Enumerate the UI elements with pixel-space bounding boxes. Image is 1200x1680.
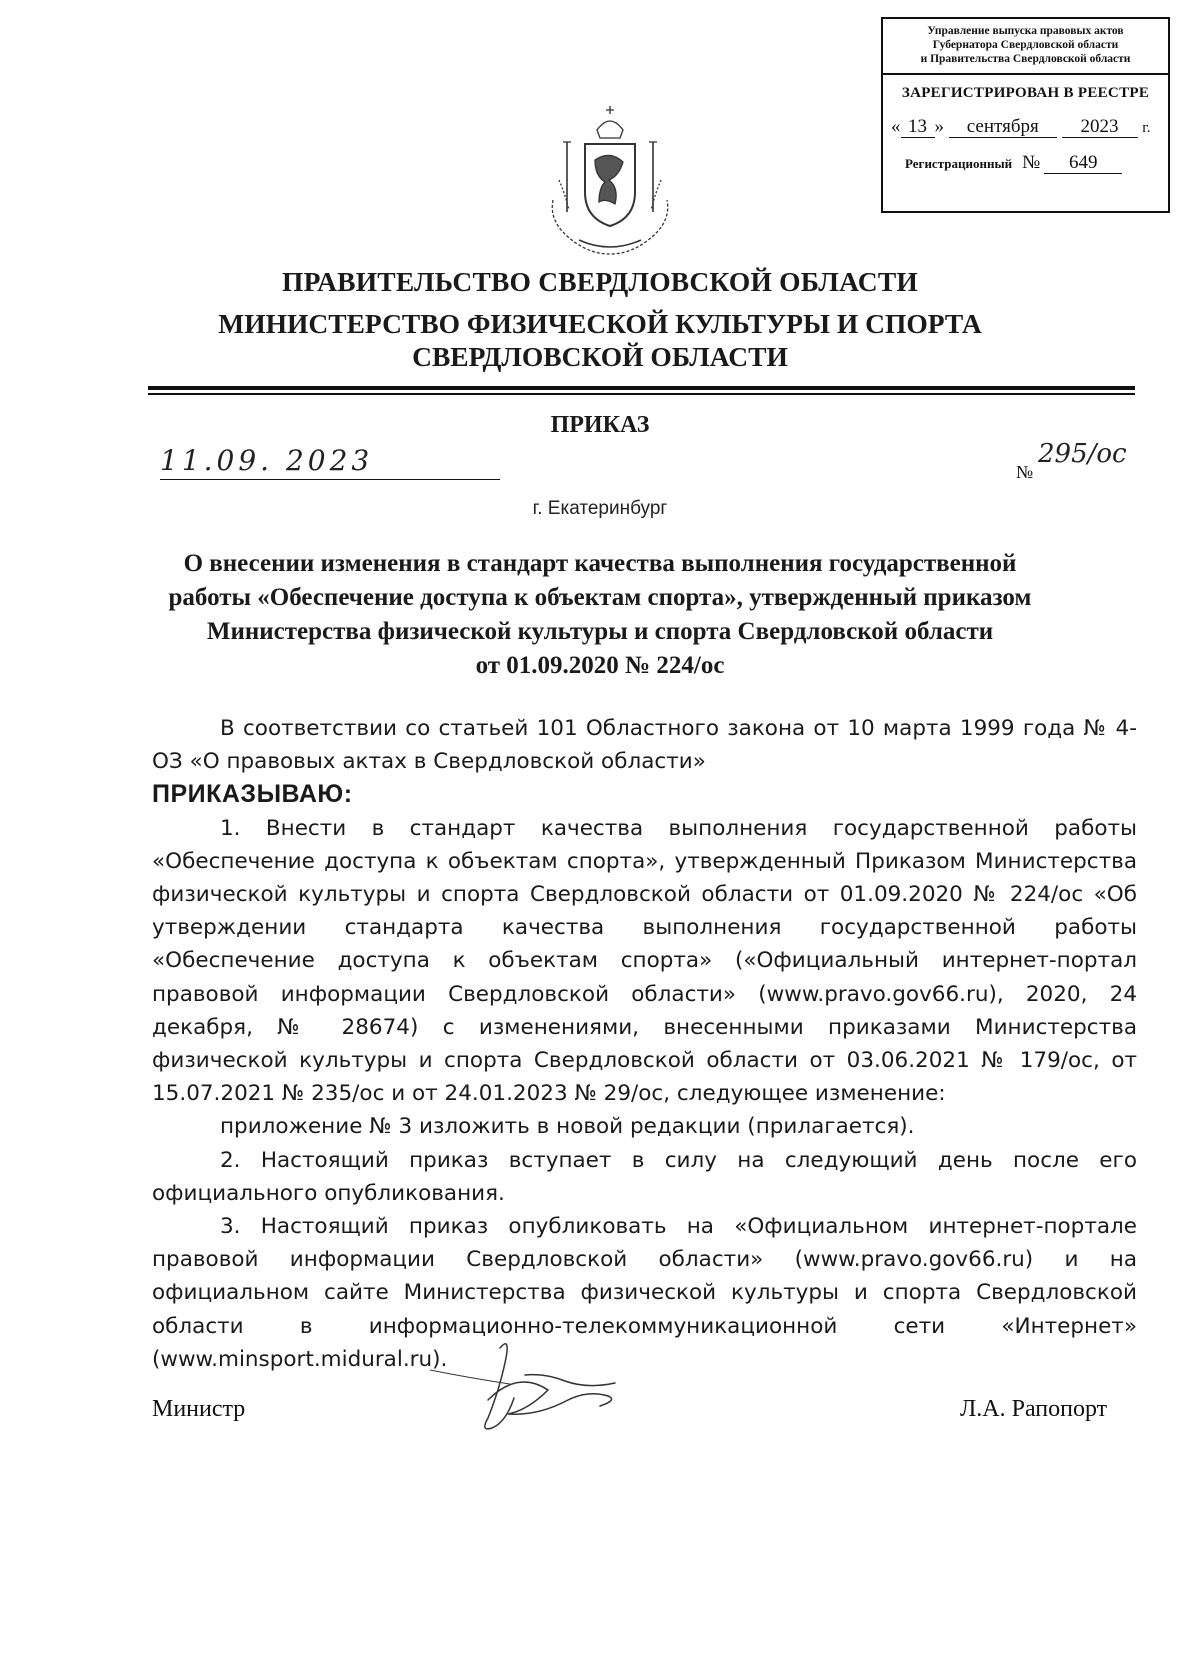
stamp-day: 13 xyxy=(901,117,935,138)
registration-stamp xyxy=(881,17,1170,213)
handwritten-order-number: 295/ос xyxy=(1038,439,1127,469)
ministry-title-line1: МИНИСТЕРСТВО ФИЗИЧЕСКОЙ КУЛЬТУРЫ И СПОРТА xyxy=(218,308,982,339)
subject-line: О внесении изменения в стандарт качества выполнения государственной xyxy=(183,550,1017,577)
subject-line: Министерства физической культуры и спорта Свердловской области xyxy=(206,618,994,645)
header-divider-thin xyxy=(148,393,1135,395)
handwritten-signature-icon xyxy=(430,1330,690,1440)
item-3: 3. Настоящий приказ опубликовать на «Официальном интернет-портале правовой информации Свердловской области» (www.pravo.gov66.ru) и на официальном сайте Министерства физической культуры и спорта Свердловской области в информационно-телекоммуникационной сети «Интернет» (www.minsport.midural.ru). xyxy=(152,1214,1137,1372)
preamble: В соответствии со статьей 101 Областного закона от 10 марта 1999 года № 4-ОЗ «О правовых актах в Свердловской области» xyxy=(152,716,1137,775)
subject-line: от 01.09.2020 № 224/ос xyxy=(475,652,725,679)
order-body xyxy=(152,712,1137,1376)
stamp-date xyxy=(883,116,1168,138)
coat-of-arms-icon xyxy=(545,100,675,260)
stamp-quote-open: « xyxy=(891,116,901,137)
stamp-reg-number: 649 xyxy=(1044,153,1122,174)
government-title: ПРАВИТЕЛЬСТВО СВЕРДЛОВСКОЙ ОБЛАСТИ xyxy=(282,266,918,297)
stamp-header-line: Губернатора Свердловской области xyxy=(932,39,1119,51)
item-2: 2. Настоящий приказ вступает в силу на следующий день после его официального опубликования. xyxy=(152,1147,1137,1206)
stamp-quote-close: » xyxy=(934,116,944,137)
city: г. Екатеринбург xyxy=(532,498,668,519)
signer-position: Министр xyxy=(152,1396,246,1422)
stamp-year: 2023 xyxy=(1062,117,1138,138)
subject-line: работы «Обеспечение доступа к объектам спорта», утвержденный приказом xyxy=(168,584,1032,611)
order-subject xyxy=(140,547,1060,683)
stamp-year-suffix: г. xyxy=(1142,120,1151,136)
item-1: 1. Внести в стандарт качества выполнения государственной работы «Обеспечение доступа к объектам спорта», утвержденный Приказом Министерства физической культуры и спорта Свердловской области от 01.09.2020 № 224/ос «Об утверждении стандарта качества выполнения государственной работы «Обеспечение доступа к объектам спорта» («Официальный интернет-портал правовой информации Свердловской области» (www.pravo.gov66.ru), 2020, 24 декабря, № 28674) с изменениями, внесенными приказами Министерства физической культуры и спорта Свердловской области от 03.06.2021 № 179/ос, от 15.07.2021 № 235/ос и от 24.01.2023 № 29/ос, следующее изменение: xyxy=(152,815,1137,1107)
ministry-title-line2: СВЕРДЛОВСКОЙ ОБЛАСТИ xyxy=(412,341,788,372)
stamp-registered-label: ЗАРЕГИСТРИРОВАН В РЕЕСТРЕ xyxy=(901,85,1150,101)
header-divider-thick xyxy=(148,386,1135,390)
stamp-header-line: Управление выпуска правовых актов xyxy=(927,25,1124,37)
stamp-number-row xyxy=(883,152,1168,174)
handwritten-date: 11.09. 2023 xyxy=(160,441,500,480)
signer-name: Л.А. Рапопорт xyxy=(960,1396,1108,1422)
decree-heading: ПРИКАЗЫВАЮ: xyxy=(152,780,353,809)
order-title: ПРИКАЗ xyxy=(550,412,650,438)
stamp-reg-label: Регистрационный xyxy=(905,156,1013,171)
stamp-no-sign: № xyxy=(1022,152,1041,173)
item-1-sub: приложение № 3 изложить в новой редакции (прилагается). xyxy=(220,1114,915,1140)
stamp-header-line: и Правительства Свердловской области xyxy=(920,53,1131,65)
stamp-header xyxy=(883,19,1168,75)
order-no-sign: № xyxy=(1016,462,1034,482)
stamp-month: сентября xyxy=(949,117,1057,138)
